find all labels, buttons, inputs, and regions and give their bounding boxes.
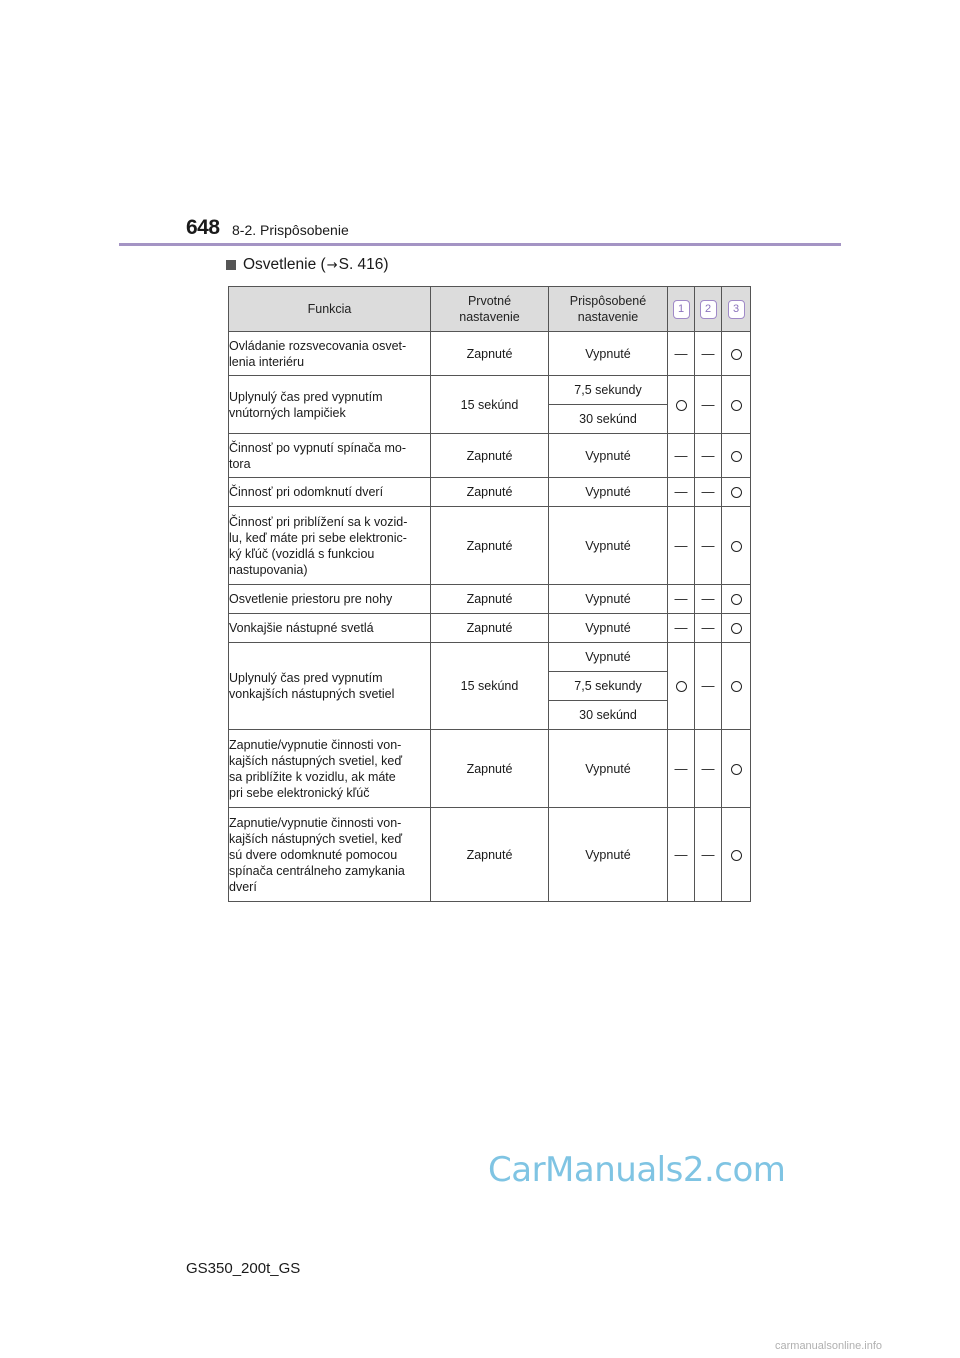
subsection-heading — [226, 256, 389, 274]
function-text-line: Osvetlenie priestoru pre nohy — [229, 592, 393, 606]
method-c2-cell — [695, 585, 722, 614]
method-c1-cell — [668, 507, 695, 585]
method-c2-cell — [695, 614, 722, 643]
function-text-line: vonkajších nástupných svetiel — [229, 687, 395, 701]
function-cell — [229, 376, 431, 434]
not-available-dash: — — [701, 396, 715, 412]
function-cell — [229, 434, 431, 478]
number-1-icon: 1 — [673, 300, 690, 319]
header-custom-line-1: Prispôsobené — [569, 294, 647, 308]
method-c2-cell — [695, 808, 722, 902]
table-row — [229, 507, 751, 585]
function-text-line: nastupovania) — [229, 562, 308, 577]
available-circle-icon — [731, 487, 742, 498]
initial-setting-cell: 15 sekúnd — [431, 643, 549, 730]
method-c3-cell — [722, 507, 751, 585]
header-initial-setting — [431, 287, 549, 332]
function-text-line: ký kľúč (vozidlá s funkciou — [229, 546, 375, 561]
function-text-line: Zapnutie/vypnutie činnosti von- — [229, 815, 402, 830]
initial-setting-cell: Zapnuté — [431, 808, 549, 902]
method-c2-cell — [695, 332, 722, 376]
number-2-icon: 2 — [700, 300, 717, 319]
function-text-line: kajších nástupných svetiel, keď — [229, 753, 403, 768]
table-header-row — [229, 287, 751, 332]
header-divider — [119, 243, 841, 246]
table-row — [229, 585, 751, 614]
table-row — [229, 730, 751, 808]
available-circle-icon — [731, 764, 742, 775]
method-c2-cell — [695, 376, 722, 434]
custom-setting-cell: Vypnuté — [549, 332, 668, 376]
table-row — [229, 808, 751, 902]
available-circle-icon — [731, 451, 742, 462]
not-available-dash: — — [701, 678, 715, 693]
table-row — [229, 332, 751, 376]
function-text-line: Uplynulý čas pred vypnutím — [229, 389, 383, 404]
subsection-title-link[interactable]: S. 416) — [338, 256, 389, 273]
method-c3-cell — [722, 614, 751, 643]
not-available-dash: — — [674, 760, 688, 776]
table-body — [229, 332, 751, 902]
header-function: Funkcia — [229, 287, 431, 332]
not-available-dash: — — [674, 537, 688, 553]
footer-site: carmanualsonline.info — [775, 1340, 883, 1352]
available-circle-icon — [731, 681, 742, 692]
initial-setting-cell: Zapnuté — [431, 507, 549, 585]
available-circle-icon — [731, 850, 742, 861]
function-text-line: Ovládanie rozsvecovania osvet- — [229, 338, 407, 353]
available-circle-icon — [731, 400, 742, 411]
header-method-3 — [722, 287, 751, 332]
function-text-line: sú dvere odomknuté pomocou — [229, 847, 398, 862]
header-custom-setting — [549, 287, 668, 332]
function-text-line: sa priblížite k vozidlu, ak máte — [229, 769, 396, 784]
method-c1-cell — [668, 434, 695, 478]
not-available-dash: — — [674, 591, 688, 606]
custom-setting-cell: 7,5 sekundy — [549, 376, 668, 405]
function-cell — [229, 808, 431, 902]
function-text-line: vnútorných lampičiek — [229, 405, 346, 420]
not-available-dash: — — [674, 620, 688, 635]
not-available-dash: — — [701, 620, 715, 635]
initial-setting-cell: Zapnuté — [431, 730, 549, 808]
section-title: 8-2. Prispôsobenie — [232, 222, 349, 238]
header-method-2 — [695, 287, 722, 332]
function-text-line: Činnosť po vypnutí spínača mo- — [229, 440, 407, 455]
not-available-dash: — — [701, 345, 715, 361]
method-c1-cell — [668, 585, 695, 614]
custom-setting-cell: Vypnuté — [549, 434, 668, 478]
custom-setting-cell: Vypnuté — [549, 507, 668, 585]
available-circle-icon — [731, 623, 742, 634]
function-cell — [229, 585, 431, 614]
function-text-line: Činnosť pri priblížení sa k vozid- — [229, 514, 408, 529]
custom-setting-cell: Vypnuté — [549, 808, 668, 902]
method-c3-cell — [722, 585, 751, 614]
not-available-dash: — — [674, 484, 688, 499]
custom-setting-cell: Vypnuté — [549, 478, 668, 507]
method-c1-cell — [668, 478, 695, 507]
method-c1-cell — [668, 376, 695, 434]
not-available-dash: — — [701, 760, 715, 776]
function-cell — [229, 614, 431, 643]
footer-model-code: GS350_200t_GS — [186, 1260, 301, 1277]
available-circle-icon — [676, 681, 687, 692]
custom-setting-cell: Vypnuté — [549, 730, 668, 808]
custom-setting-cell: Vypnuté — [549, 643, 668, 672]
initial-setting-cell: Zapnuté — [431, 434, 549, 478]
method-c1-cell — [668, 332, 695, 376]
method-c1-cell — [668, 730, 695, 808]
header-custom-line-2: nastavenie — [577, 310, 639, 324]
not-available-dash: — — [674, 345, 688, 361]
custom-setting-cell: 7,5 sekundy — [549, 672, 668, 701]
function-text-line: pri sebe elektronický kľúč — [229, 785, 370, 800]
table-row — [229, 614, 751, 643]
method-c2-cell — [695, 643, 722, 730]
table-row — [229, 643, 751, 672]
available-circle-icon — [676, 400, 687, 411]
initial-setting-cell: Zapnuté — [431, 614, 549, 643]
not-available-dash: — — [674, 447, 688, 463]
function-cell — [229, 478, 431, 507]
function-cell — [229, 730, 431, 808]
function-text-line: lu, keď máte pri sebe elektronic- — [229, 530, 407, 545]
function-text-line: tora — [229, 456, 251, 471]
function-text-line: Vonkajšie nástupné svetlá — [229, 621, 374, 635]
method-c1-cell — [668, 808, 695, 902]
watermark-logo: CarManuals2.com — [488, 1150, 786, 1190]
initial-setting-cell: Zapnuté — [431, 478, 549, 507]
method-c3-cell — [722, 478, 751, 507]
initial-setting-cell: Zapnuté — [431, 585, 549, 614]
method-c2-cell — [695, 730, 722, 808]
square-bullet-icon — [226, 260, 236, 270]
function-cell — [229, 643, 431, 730]
initial-setting-cell: 15 sekúnd — [431, 376, 549, 434]
not-available-dash: — — [701, 591, 715, 606]
header-initial-line-1: Prvotné — [467, 294, 512, 308]
header-initial-line-2: nastavenie — [459, 310, 520, 324]
table-row — [229, 434, 751, 478]
function-text-line: Uplynulý čas pred vypnutím — [229, 671, 383, 685]
function-cell — [229, 332, 431, 376]
function-text-line: Zapnutie/vypnutie činnosti von- — [229, 737, 402, 752]
method-c3-cell — [722, 376, 751, 434]
table-row — [229, 478, 751, 507]
function-text-line: Činnosť pri odomknutí dverí — [229, 485, 384, 499]
method-c3-cell — [722, 643, 751, 730]
method-c3-cell — [722, 730, 751, 808]
method-c3-cell — [722, 808, 751, 902]
method-c2-cell — [695, 507, 722, 585]
method-c1-cell — [668, 614, 695, 643]
function-text-line: lenia interiéru — [229, 354, 305, 369]
function-text-line: dverí — [229, 879, 257, 894]
not-available-dash: — — [701, 846, 715, 862]
initial-setting-cell: Zapnuté — [431, 332, 549, 376]
arrow-right-icon: → — [326, 257, 338, 273]
customization-table — [228, 286, 751, 902]
method-c1-cell — [668, 643, 695, 730]
method-c2-cell — [695, 434, 722, 478]
subsection-title-prefix: Osvetlenie ( — [243, 256, 326, 273]
table-row — [229, 376, 751, 405]
not-available-dash: — — [701, 537, 715, 553]
not-available-dash: — — [701, 447, 715, 463]
available-circle-icon — [731, 594, 742, 605]
number-3-icon: 3 — [728, 300, 745, 319]
custom-setting-cell: 30 sekúnd — [549, 701, 668, 730]
function-text-line: spínača centrálneho zamykania — [229, 863, 405, 878]
available-circle-icon — [731, 541, 742, 552]
function-text-line: kajších nástupných svetiel, keď — [229, 831, 403, 846]
method-c3-cell — [722, 332, 751, 376]
method-c3-cell — [722, 434, 751, 478]
not-available-dash: — — [701, 484, 715, 499]
custom-setting-cell: 30 sekúnd — [549, 405, 668, 434]
method-c2-cell — [695, 478, 722, 507]
header-method-1 — [668, 287, 695, 332]
available-circle-icon — [731, 349, 742, 360]
page-number: 648 — [186, 216, 220, 239]
function-cell — [229, 507, 431, 585]
custom-setting-cell: Vypnuté — [549, 614, 668, 643]
not-available-dash: — — [674, 846, 688, 862]
custom-setting-cell: Vypnuté — [549, 585, 668, 614]
